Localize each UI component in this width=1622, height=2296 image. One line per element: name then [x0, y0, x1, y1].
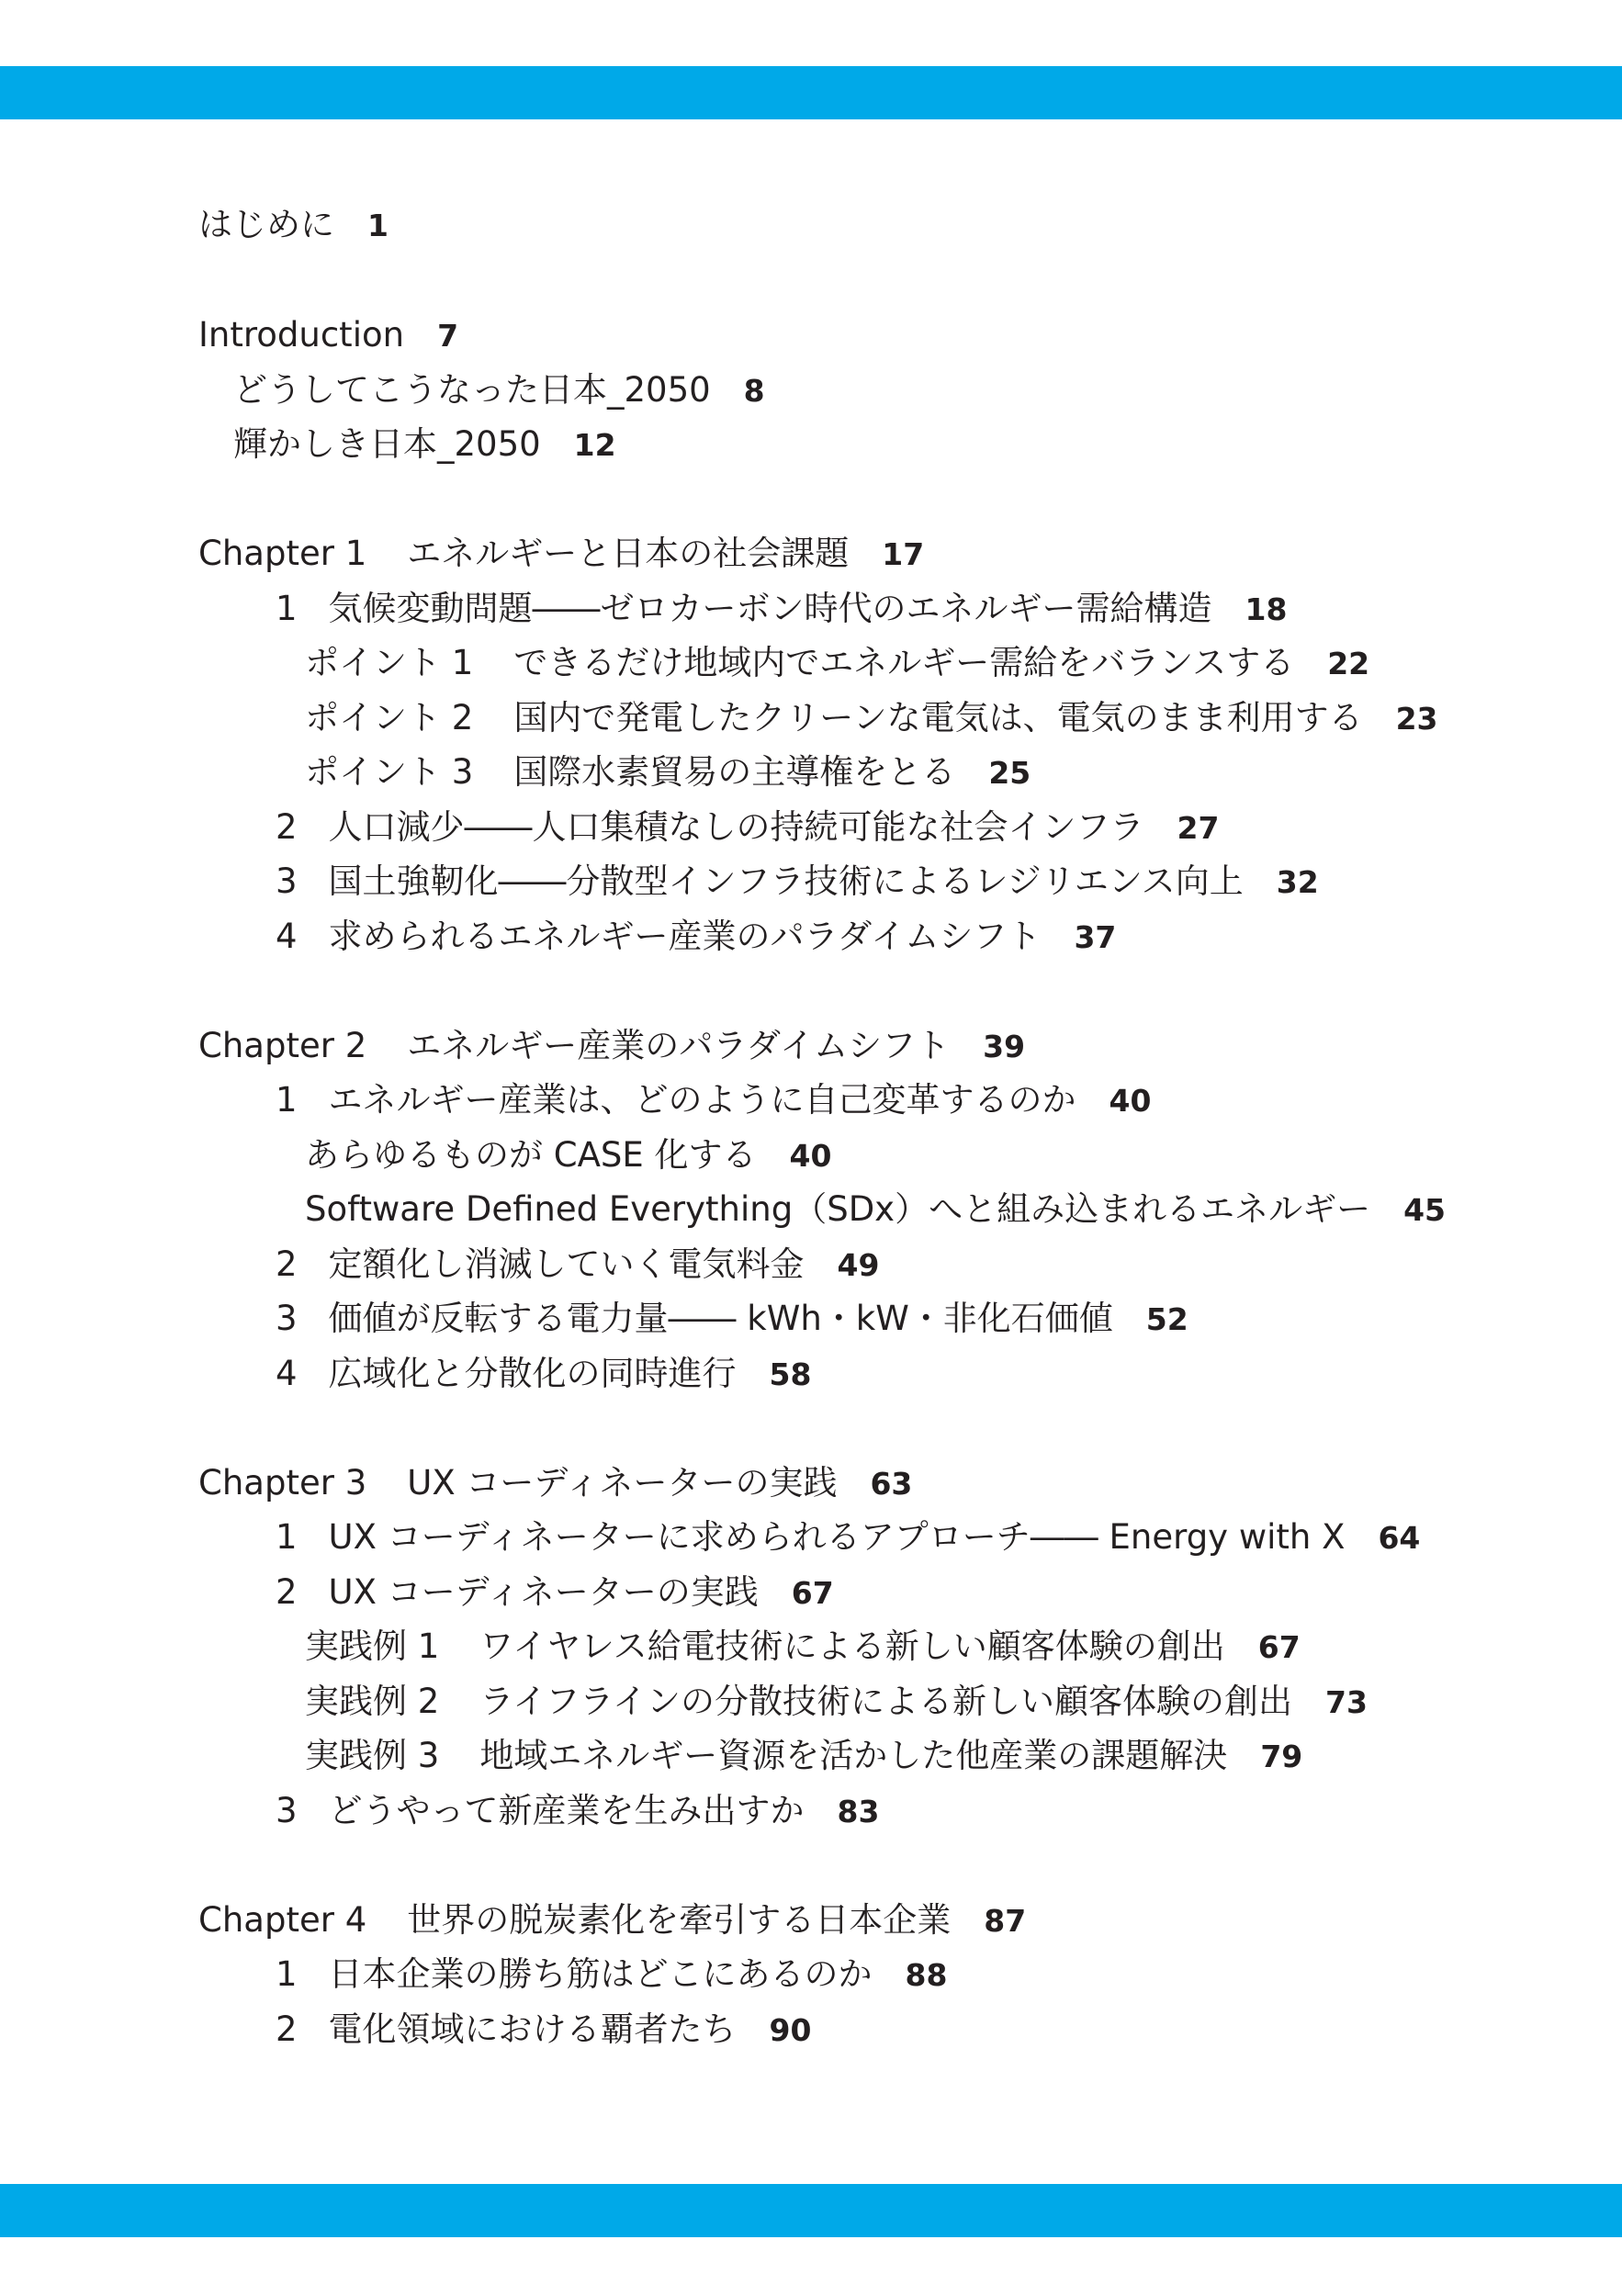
toc-entry-introduction[interactable]: [198, 312, 458, 358]
section-number: 1: [276, 1954, 298, 1994]
entry-page: 39: [983, 1029, 1026, 1064]
entry-page: 64: [1378, 1520, 1421, 1556]
toc-example-1[interactable]: [305, 1624, 1301, 1670]
toc-entry-introduction-1[interactable]: [233, 367, 765, 413]
section-title: 価値が反転する電力量―― kWh・kW・非化石価値: [328, 1299, 1113, 1338]
section-number: 3: [276, 1791, 298, 1830]
toc-section-2-3[interactable]: [276, 1296, 1188, 1342]
section-number: 4: [276, 917, 298, 956]
section-title: 国内で発電したクリーンな電気は、電気のまま利用する: [513, 698, 1363, 737]
chapter-title: 世界の脱炭素化を牽引する日本企業: [407, 1900, 952, 1940]
entry-title: はじめに: [198, 205, 334, 244]
section-title: 定額化し消滅していく電気料金: [328, 1244, 805, 1284]
section-title: ワイヤレス給電技術による新しい顧客体験の創出: [479, 1626, 1225, 1666]
toc-entry-introduction-2[interactable]: [233, 422, 616, 467]
toc-chapter-1[interactable]: [198, 531, 924, 577]
toc-chapter-3[interactable]: [198, 1460, 912, 1506]
chapter-label: Chapter 2: [198, 1026, 367, 1065]
section-title: どうやって新産業を生み出すか: [328, 1791, 805, 1830]
section-title: 電化領域における覇者たち: [328, 2009, 737, 2049]
entry-page: 88: [905, 1957, 948, 1993]
toc-chapter-2[interactable]: [198, 1023, 1025, 1069]
toc-section-2-2[interactable]: [276, 1242, 879, 1288]
entry-page: 27: [1177, 810, 1220, 846]
chapter-title: エネルギー産業のパラダイムシフト: [407, 1026, 951, 1065]
entry-page: 1: [367, 208, 389, 243]
section-number: 1: [276, 1080, 298, 1120]
toc-point-3[interactable]: [305, 749, 1031, 795]
toc-example-2[interactable]: [305, 1679, 1368, 1725]
section-title: エネルギー産業は、どのように自己変革するのか: [328, 1080, 1076, 1120]
toc-point-1[interactable]: [305, 640, 1369, 686]
section-title: 広域化と分散化の同時進行: [328, 1354, 737, 1393]
entry-page: 79: [1260, 1739, 1303, 1774]
entry-page: 37: [1074, 919, 1117, 955]
entry-page: 58: [769, 1356, 812, 1392]
chapter-label: Chapter 3: [198, 1463, 367, 1503]
entry-page: 52: [1145, 1301, 1188, 1337]
entry-page: 23: [1395, 701, 1438, 737]
toc-subsection-sdx[interactable]: [305, 1187, 1446, 1232]
toc-chapter-4[interactable]: [198, 1897, 1026, 1943]
chapter-label: Chapter 1: [198, 534, 367, 573]
entry-page: 18: [1245, 591, 1288, 627]
entry-page: 40: [789, 1138, 832, 1174]
toc-section-1-4[interactable]: [276, 914, 1116, 960]
chapter-title: エネルギーと日本の社会課題: [407, 534, 850, 573]
entry-page: 40: [1109, 1083, 1152, 1119]
section-number: 2: [276, 2009, 298, 2049]
entry-page: 67: [791, 1575, 834, 1611]
toc-section-4-2[interactable]: [276, 2007, 811, 2053]
entry-page: 87: [984, 1903, 1027, 1939]
top-color-band: [0, 66, 1622, 119]
section-title: 国際水素貿易の主導権をとる: [513, 752, 956, 792]
section-title: 日本企業の勝ち筋はどこにあるのか: [328, 1954, 873, 1994]
toc-section-1-1[interactable]: [276, 586, 1287, 632]
toc-section-2-1[interactable]: [276, 1077, 1151, 1123]
section-title: 地域エネルギー資源を活かした他産業の課題解決: [479, 1736, 1228, 1775]
entry-title: 輝かしき日本_2050: [233, 424, 541, 464]
toc-section-1-2[interactable]: [276, 805, 1219, 850]
section-title: Software Defined Everything（SDx）へと組み込まれるエネルギー: [305, 1189, 1371, 1229]
point-label: ポイント 3: [305, 752, 474, 792]
section-number: 1: [276, 1517, 298, 1557]
section-title: UX コーディネーターに求められるアプローチ―― Energy with X: [328, 1517, 1346, 1557]
chapter-label: Chapter 4: [198, 1900, 367, 1940]
toc-section-2-4[interactable]: [276, 1351, 811, 1397]
entry-page: 12: [573, 427, 616, 463]
section-title: 国土強靭化――分散型インフラ技術によるレジリエンス向上: [328, 861, 1244, 901]
section-number: 2: [276, 807, 298, 847]
toc-section-3-2[interactable]: [276, 1570, 834, 1615]
section-number: 1: [276, 589, 298, 628]
entry-page: 83: [837, 1794, 880, 1829]
entry-page: 7: [437, 318, 459, 354]
toc-subsection-case[interactable]: [305, 1132, 831, 1178]
toc-entry-hajimeni[interactable]: [198, 202, 389, 248]
toc-example-3[interactable]: [305, 1733, 1302, 1779]
entry-page: 67: [1257, 1629, 1301, 1665]
example-label: 実践例 1: [305, 1626, 440, 1666]
toc-section-3-1[interactable]: [276, 1514, 1420, 1560]
entry-page: 90: [769, 2012, 812, 2048]
entry-page: 8: [743, 373, 765, 409]
entry-page: 63: [870, 1466, 913, 1502]
toc-point-2[interactable]: [305, 695, 1438, 741]
section-number: 3: [276, 861, 298, 901]
section-number: 2: [276, 1244, 298, 1284]
section-title: UX コーディネーターの実践: [328, 1572, 759, 1612]
section-number: 3: [276, 1299, 298, 1338]
entry-page: 32: [1276, 864, 1319, 900]
point-label: ポイント 2: [305, 698, 474, 737]
toc-section-3-3[interactable]: [276, 1788, 879, 1834]
entry-page: 25: [988, 755, 1031, 791]
toc-section-4-1[interactable]: [276, 1952, 947, 1998]
toc-section-1-3[interactable]: [276, 859, 1319, 905]
entry-page: 73: [1324, 1684, 1368, 1720]
section-title: できるだけ地域内でエネルギー需給をバランスする: [513, 643, 1295, 682]
section-title: 求められるエネルギー産業のパラダイムシフト: [328, 917, 1042, 956]
entry-page: 45: [1403, 1192, 1447, 1228]
entry-page: 49: [837, 1247, 880, 1283]
bottom-color-band: [0, 2184, 1622, 2237]
entry-title: どうしてこうなった日本_2050: [233, 370, 711, 410]
example-label: 実践例 2: [305, 1682, 440, 1721]
section-title: 人口減少――人口集積なしの持続可能な社会インフラ: [328, 807, 1144, 847]
entry-page: 17: [882, 536, 925, 572]
section-title: 気候変動問題――ゼロカーボン時代のエネルギー需給構造: [328, 589, 1212, 628]
point-label: ポイント 1: [305, 643, 474, 682]
section-number: 4: [276, 1354, 298, 1393]
section-title: あらゆるものが CASE 化する: [305, 1135, 757, 1175]
example-label: 実践例 3: [305, 1736, 440, 1775]
section-title: ライフラインの分散技術による新しい顧客体験の創出: [479, 1682, 1292, 1721]
entry-title: Introduction: [198, 315, 405, 355]
entry-page: 22: [1327, 646, 1370, 681]
chapter-title: UX コーディネーターの実践: [407, 1463, 838, 1503]
section-number: 2: [276, 1572, 298, 1612]
